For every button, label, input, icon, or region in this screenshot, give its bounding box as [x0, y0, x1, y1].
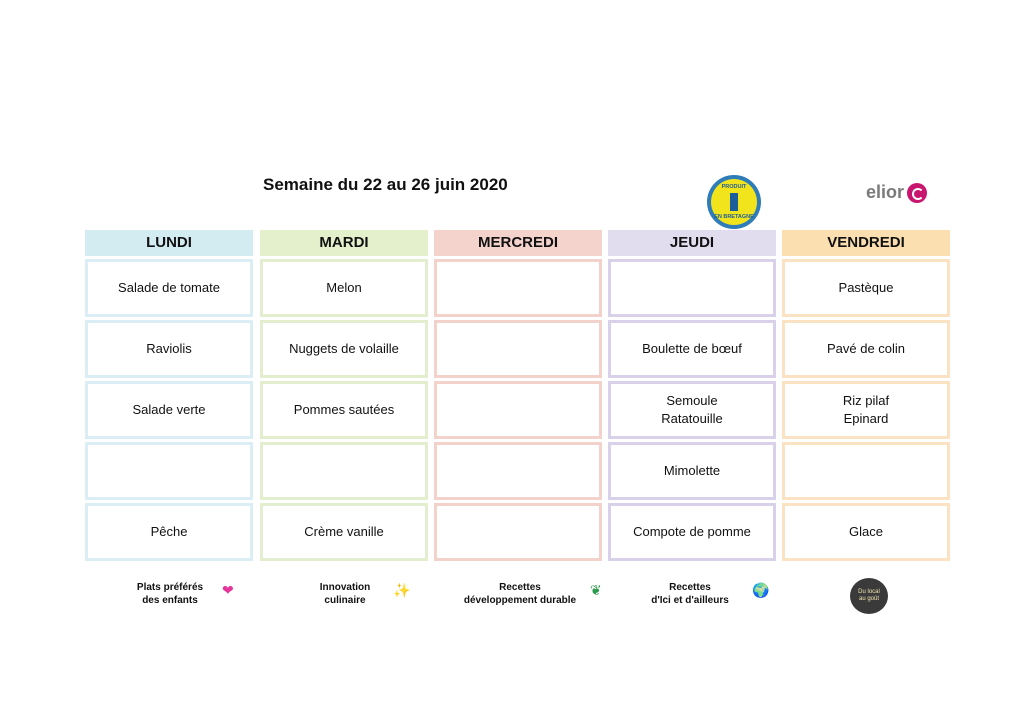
- day-header: MERCREDI: [434, 230, 602, 256]
- menu-cell: Riz pilaf Epinard: [782, 381, 950, 439]
- menu-cell: Salade verte: [85, 381, 253, 439]
- menu-cell: [85, 442, 253, 500]
- legend-label: Recettes d'Ici et d'ailleurs: [651, 582, 729, 606]
- leaf-icon: ❦: [590, 582, 602, 598]
- menu-cell: [434, 381, 602, 439]
- menu-cell: Raviolis: [85, 320, 253, 378]
- menu-cell: [434, 442, 602, 500]
- menu-cell: [434, 259, 602, 317]
- day-header: JEUDI: [608, 230, 776, 256]
- menu-cell: Nuggets de volaille: [260, 320, 428, 378]
- day-header: MARDI: [260, 230, 428, 256]
- menu-cell: Semoule Ratatouille: [608, 381, 776, 439]
- menu-cell: Pavé de colin: [782, 320, 950, 378]
- magic-wand-icon: ✨: [393, 582, 411, 598]
- badge-text-bottom: EN BRETAGNE: [714, 214, 754, 220]
- elior-logo-text: elior: [866, 182, 905, 202]
- heart-icon: ❤: [222, 582, 234, 598]
- legend-label: Recettes développement durable: [463, 582, 577, 606]
- produit-en-bretagne-logo: [707, 175, 761, 229]
- menu-cell: Salade de tomate: [85, 259, 253, 317]
- day-column-mardi: [260, 230, 428, 561]
- page-title: Semaine du 22 au 26 juin 2020: [263, 175, 508, 194]
- local-produce-logo-icon: [850, 578, 888, 614]
- day-column-vendredi: [782, 230, 950, 561]
- menu-cell: [434, 503, 602, 561]
- menu-cell: Pêche: [85, 503, 253, 561]
- globe-icon: 🌍: [752, 582, 770, 598]
- menu-cell: Glace: [782, 503, 950, 561]
- menu-cell: Mimolette: [608, 442, 776, 500]
- menu-cell: Pommes sautées: [260, 381, 428, 439]
- menu-cell: [782, 442, 950, 500]
- legend-label: Innovation culinaire: [319, 582, 371, 606]
- elior-logo: [866, 182, 927, 203]
- day-header: LUNDI: [85, 230, 253, 256]
- menu-cell: [608, 259, 776, 317]
- menu-cell: Crème vanille: [260, 503, 428, 561]
- badge-text-top: PRODUIT: [721, 184, 747, 190]
- legend-label: Plats préférés des enfants: [136, 582, 204, 606]
- day-column-jeudi: [608, 230, 776, 561]
- day-column-lundi: [85, 230, 253, 561]
- menu-cell: Melon: [260, 259, 428, 317]
- lighthouse-icon: [730, 193, 738, 211]
- menu-cell: Compote de pomme: [608, 503, 776, 561]
- day-column-mercredi: [434, 230, 602, 561]
- menu-cell: [434, 320, 602, 378]
- elior-logo-mark-icon: [907, 183, 927, 203]
- local-produce-logo-text: Du local au goût: [858, 589, 880, 602]
- day-header: VENDREDI: [782, 230, 950, 256]
- menu-cell: Pastèque: [782, 259, 950, 317]
- menu-cell: [260, 442, 428, 500]
- menu-cell: Boulette de bœuf: [608, 320, 776, 378]
